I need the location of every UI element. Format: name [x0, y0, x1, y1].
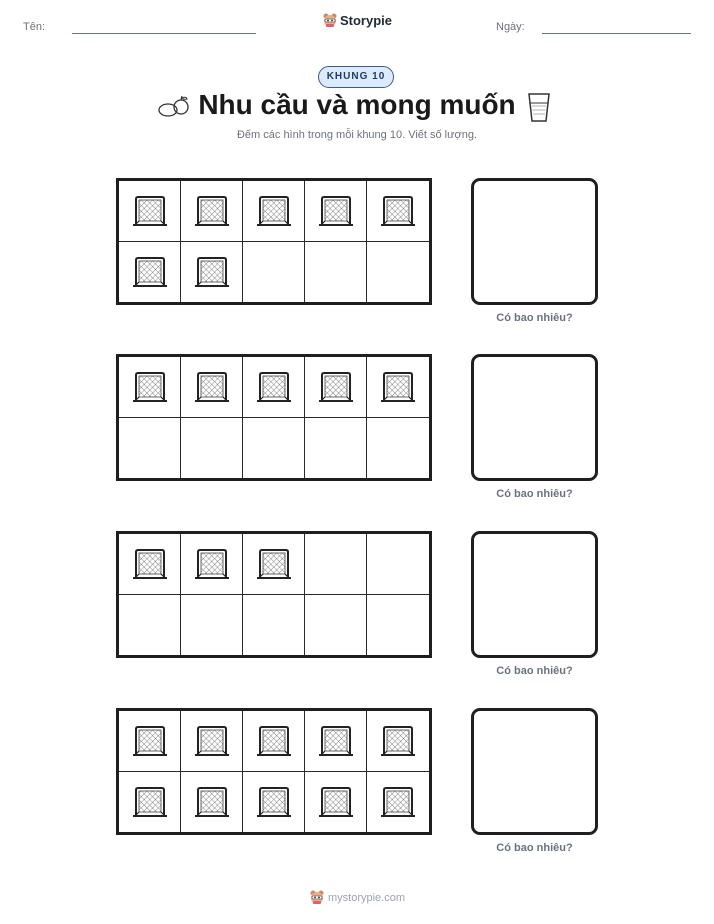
soccer-goal-icon [316, 194, 356, 228]
frame-cell [243, 772, 305, 833]
storypie-mascot-icon [322, 12, 338, 28]
soccer-goal-icon [192, 785, 232, 819]
frame-cell [305, 242, 367, 303]
frame-type-badge: KHUNG 10 [318, 66, 394, 88]
soccer-goal-icon [130, 255, 170, 289]
soccer-goal-icon [192, 255, 232, 289]
frame-cell [181, 357, 243, 418]
name-write-line[interactable] [72, 33, 256, 34]
frame-cell [119, 242, 181, 303]
frame-cell [305, 534, 367, 595]
frame-cell [243, 595, 305, 656]
soccer-goal-icon [130, 724, 170, 758]
soccer-goal-icon [130, 547, 170, 581]
frame-cell [305, 418, 367, 479]
frame-cell [181, 418, 243, 479]
frame-cell [119, 418, 181, 479]
soccer-goal-icon [316, 785, 356, 819]
frame-cell [305, 595, 367, 656]
glass-of-water-icon [526, 91, 552, 123]
frame-cell [243, 534, 305, 595]
frame-cell [181, 772, 243, 833]
soccer-goal-icon [254, 547, 294, 581]
soccer-goal-icon [378, 785, 418, 819]
frame-cell [367, 711, 429, 772]
page-title: Nhu cầu và mong muốn [198, 89, 516, 120]
soccer-goal-icon [316, 724, 356, 758]
soccer-goal-icon [378, 370, 418, 404]
soccer-goal-icon [378, 194, 418, 228]
ten-frame-3 [116, 531, 432, 658]
footer [0, 889, 714, 905]
soccer-goal-icon [130, 194, 170, 228]
how-many-label-4: Có bao nhiêu? [496, 842, 573, 854]
frame-cell [181, 595, 243, 656]
ten-frame-2 [116, 354, 432, 481]
instructions: Đếm các hình trong mỗi khung 10. Viết số lượng. [236, 129, 477, 141]
frame-cell [367, 357, 429, 418]
answer-box-1[interactable] [471, 178, 598, 305]
storypie-mascot-icon [309, 889, 325, 905]
frame-cell [305, 711, 367, 772]
frame-cell [181, 534, 243, 595]
soccer-goal-icon [192, 370, 232, 404]
ten-frame-1 [116, 178, 432, 305]
soccer-goal-icon [130, 370, 170, 404]
frame-cell [305, 772, 367, 833]
brand-name: Storypie [339, 13, 392, 28]
frame-cell [243, 242, 305, 303]
frame-cell [367, 181, 429, 242]
soccer-goal-icon [192, 547, 232, 581]
frame-cell [367, 772, 429, 833]
soccer-goal-icon [192, 724, 232, 758]
soccer-goal-icon [130, 785, 170, 819]
date-write-line[interactable] [542, 33, 691, 34]
ten-frame-4 [116, 708, 432, 835]
how-many-label-1: Có bao nhiêu? [496, 312, 573, 324]
frame-cell [119, 595, 181, 656]
soccer-goal-icon [254, 370, 294, 404]
soccer-goal-icon [316, 370, 356, 404]
frame-cell [367, 242, 429, 303]
answer-box-4[interactable] [471, 708, 598, 835]
frame-cell [243, 711, 305, 772]
name-label: Tên: [23, 21, 46, 33]
soccer-goal-icon [192, 194, 232, 228]
frame-cell [119, 357, 181, 418]
frame-cell [305, 357, 367, 418]
frame-cell [119, 534, 181, 595]
frame-cell [181, 711, 243, 772]
frame-cell [119, 772, 181, 833]
frame-cell [243, 418, 305, 479]
answer-box-3[interactable] [471, 531, 598, 658]
how-many-label-2: Có bao nhiêu? [496, 488, 573, 500]
frame-cell [243, 181, 305, 242]
frame-cell [305, 181, 367, 242]
answer-box-2[interactable] [471, 354, 598, 481]
frame-cell [367, 534, 429, 595]
frame-cell [367, 595, 429, 656]
footer-url: mystorypie.com [327, 892, 406, 904]
frame-cell [119, 181, 181, 242]
soccer-goal-icon [378, 724, 418, 758]
frame-cell [367, 418, 429, 479]
soccer-goal-icon [254, 724, 294, 758]
soccer-goal-icon [254, 785, 294, 819]
frame-cell [243, 357, 305, 418]
soccer-goal-icon [254, 194, 294, 228]
frame-cell [181, 242, 243, 303]
frame-cell [181, 181, 243, 242]
date-label: Ngày: [496, 21, 525, 33]
frame-cell [119, 711, 181, 772]
brand-logo [0, 12, 714, 28]
how-many-label-3: Có bao nhiêu? [496, 665, 573, 677]
